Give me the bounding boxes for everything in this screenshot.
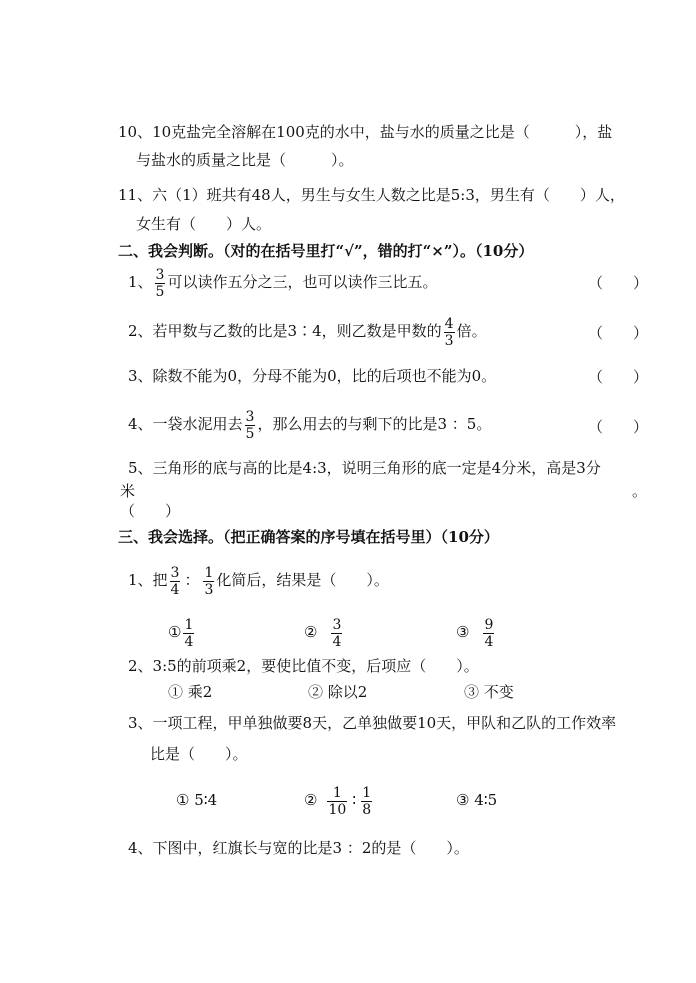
judge-1-text: 可以读作五分之三，也可以读作三比五。 [167,273,438,291]
choice-q3-option-3: ③ 4∶5 [456,791,498,809]
choice-q3-line1: 3、一项工程，甲单独做要8天，乙单独做要10天，甲队和乙队的工作效率 [128,714,617,732]
judge-item-1 [128,264,437,300]
section3-title: 三、我会选择。（把正确答案的序号填在括号里）（10分） [118,528,499,546]
fraction-9-4: $\frac{9}{4}$ [484,616,494,650]
ratio-sep: ∶ [352,791,357,809]
judge-item-5-line1: 5、三角形的底与高的比是4:3，说明三角形的底一定是4分米，高是3分 [128,459,601,477]
choice-q1-option-2 [304,614,344,650]
choice-q3-line2: 比是（ ）。 [150,745,248,763]
choice-q1 [128,562,389,598]
choice-q3-option-1: ① 5∶4 [176,791,218,809]
q10-line1: 10、10克盐完全溶解在100克的水中，盐与水的质量之比是（ ），盐 [118,123,613,141]
q10-line2: 与盐水的质量之比是（ ）。 [136,151,354,169]
q11-line2: 女生有（ ）人。 [136,215,272,233]
judge-4-text-a: 4、一袋水泥用去 [128,415,243,433]
fraction-1-4: $\frac{1}{4}$ [184,616,194,650]
choice-q2-option-3: ③ 不变 [464,683,514,701]
judge-2-paren: （ ） [588,324,649,342]
choice-q2-option-1: ① 乘2 [168,683,213,701]
judge-2-text-b: 倍。 [456,322,487,340]
judge-4-paren: （ ） [588,418,649,436]
judge-item-3: 3、除数不能为0，分母不能为0，比的后项也不能为0。 [128,367,497,385]
section2-title: 二、我会判断。（对的在括号里打“√”，错的打“×”）。（10分） [118,242,534,260]
q11-line1: 11、六（1）班共有48人，男生与女生人数之比是5:3，男生有（ ）人， [118,186,625,204]
judge-1-paren: （ ） [588,274,649,292]
judge-5-paren: （ ） [120,502,181,520]
choice-q1-sep: ： [184,571,200,589]
choice-q4: 4、下图中，红旗长与宽的比是3 ：2的是（ ）。 [128,839,469,857]
judge-1-num: 1、 [128,273,153,291]
choice-q1-option-1 [168,614,196,650]
choice-q1-option-3 [456,614,496,650]
option-label: ③ [456,623,470,641]
judge-3-paren: （ ） [588,368,649,386]
choice-q3-option-2 [304,780,374,820]
fraction-1-10: $\frac{1}{10}$ [328,784,347,818]
fraction-1-8: $\frac{1}{8}$ [362,784,372,818]
option-label: ① [168,623,182,641]
judge-2-text-a: 2、若甲数与乙数的比是3∶4，则乙数是甲数的 [128,322,442,340]
choice-q1-text-a: 1、把 [128,571,168,589]
option-label: ② [304,623,318,641]
judge-item-2 [128,313,487,349]
fraction-3-4: $\frac{3}{4}$ [170,564,180,598]
fraction-3-4-b: $\frac{3}{4}$ [332,616,342,650]
choice-q2-option-2: ② 除以2 [308,683,368,701]
choice-q1-text-b: 化简后，结果是（ ）。 [216,571,389,589]
judge-item-5-line2b: 。 [632,482,648,500]
fraction-3-5: $\frac{3}{5}$ [155,266,165,300]
fraction-1-3: $\frac{1}{3}$ [204,564,214,598]
fraction-3-5-b: $\frac{3}{5}$ [245,408,255,442]
judge-item-5-line2a: 米 [120,482,136,500]
option-label: ② [304,791,318,809]
judge-4-text-b: ，那么用去的与剩下的比是3 ：5。 [257,415,492,433]
judge-item-4 [128,406,491,442]
fraction-4-3: $\frac{4}{3}$ [444,315,454,349]
choice-q2: 2、3:5的前项乘2，要使比值不变，后项应（ ）。 [128,657,479,675]
